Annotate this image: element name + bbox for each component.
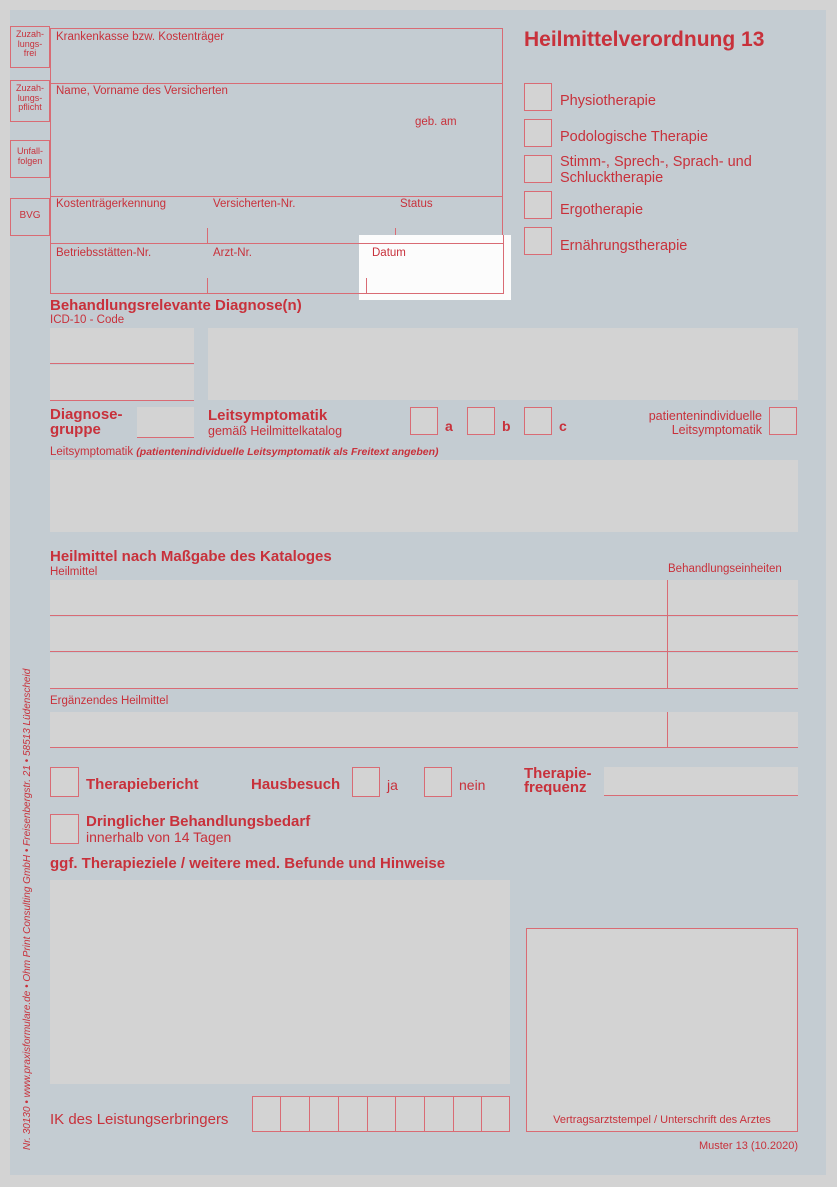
option-a-label: a — [445, 418, 453, 434]
physiotherapie-checkbox[interactable] — [524, 83, 552, 111]
datum-field[interactable] — [359, 235, 511, 300]
diagnose-heading: Behandlungsrelevante Diagnose(n) — [50, 297, 302, 314]
ernaehrungstherapie-label: Ernährungstherapie — [560, 238, 688, 254]
datum-label: Datum — [372, 247, 406, 259]
hausbesuch-ja-checkbox[interactable] — [352, 767, 380, 797]
leitsymptomatik-freitext-field[interactable] — [50, 460, 798, 532]
ik-label: IK des Leistungserbringers — [50, 1111, 229, 1128]
heilmittel-heading: Heilmittel nach Maßgabe des Kataloges — [50, 548, 332, 565]
zuzahlungsfrei-checkbox[interactable]: Zuzah- lungs- frei — [10, 26, 50, 68]
therapiebericht-checkbox[interactable] — [50, 767, 79, 797]
leitsymptomatik-label: Leitsymptomatik — [208, 407, 328, 424]
unfallfolgen-checkbox[interactable]: Unfall- folgen — [10, 140, 50, 178]
patientenindividuell-checkbox[interactable] — [769, 407, 797, 435]
ja-label: ja — [387, 777, 398, 793]
behandlungseinheiten-label: Behandlungseinheiten — [668, 563, 782, 575]
ergotherapie-checkbox[interactable] — [524, 191, 552, 219]
versicherter-name-label: Name, Vorname des Versicherten — [56, 85, 228, 97]
stimmtherapie-label: Stimm-, Sprech-, Sprach- und Schlucktherapie — [560, 154, 752, 186]
kostentraeger-label: Krankenkasse bzw. Kostenträger — [56, 31, 225, 43]
leitsymptomatik-c-checkbox[interactable] — [524, 407, 552, 435]
patientenindividuell-label: patientenindividuelle Leitsymptomatik — [648, 409, 762, 437]
printer-imprint: Nr. 30130 • www.praxisformulare.de • Ohm Print Consulting GmbH • Freisenbergstr. 21 • 58513 Lüdenscheid — [22, 668, 33, 1150]
ergaenzendes-heilmittel-field[interactable] — [50, 712, 798, 748]
heilmittel-row-2[interactable] — [50, 617, 798, 652]
geburtsdatum-label: geb. am — [415, 116, 457, 128]
prescription-form — [10, 10, 826, 1175]
versicherten-nr-label: Versicherten-Nr. — [213, 198, 296, 210]
diagnose-text-field[interactable] — [208, 328, 798, 400]
option-b-label: b — [502, 418, 511, 434]
diagnosegruppe-label: Diagnose- gruppe — [50, 406, 123, 438]
icd-label: ICD-10 - Code — [50, 314, 125, 326]
heilmittel-label: Heilmittel — [50, 566, 98, 578]
therapiebericht-label: Therapiebericht — [86, 776, 199, 793]
leitsymptomatik-sub-label: gemäß Heilmittelkatalog — [208, 424, 343, 438]
arzt-nr-label: Arzt-Nr. — [213, 247, 252, 259]
podologie-label: Podologische Therapie — [560, 129, 709, 145]
heilmittel-row-1[interactable] — [50, 580, 798, 616]
physiotherapie-label: Physiotherapie — [560, 93, 656, 109]
ergotherapie-label: Ergotherapie — [560, 202, 644, 218]
podologie-checkbox[interactable] — [524, 119, 552, 147]
leitsymptomatik-freitext-label: Leitsymptomatik (patientenindividuelle Leitsymptomatik als Freitext angeben) — [50, 446, 439, 458]
ergaenzendes-heilmittel-label: Ergänzendes Heilmittel — [50, 695, 169, 707]
ik-field[interactable] — [252, 1096, 510, 1132]
therapieziele-label: ggf. Therapieziele / weitere med. Befunde und Hinweise — [50, 855, 446, 872]
stempel-box[interactable] — [526, 928, 798, 1132]
icd-code-field-1[interactable] — [50, 328, 194, 364]
form-title: Heilmittelverordnung 13 — [524, 28, 765, 51]
stimmtherapie-checkbox[interactable] — [524, 155, 552, 183]
diagnosegruppe-field[interactable] — [137, 407, 194, 438]
kostentraegerkennung-label: Kostenträgerkennung — [56, 198, 166, 210]
therapiefrequenz-field[interactable] — [604, 767, 798, 796]
ernaehrungstherapie-checkbox[interactable] — [524, 227, 552, 255]
muster-label: Muster 13 (10.2020) — [698, 1140, 798, 1152]
therapiefrequenz-label: Therapie- frequenz — [524, 765, 592, 796]
leitsymptomatik-a-checkbox[interactable] — [410, 407, 438, 435]
dringlich-checkbox[interactable] — [50, 814, 79, 844]
bvg-checkbox[interactable]: BVG — [10, 198, 50, 236]
therapieziele-field[interactable] — [50, 880, 510, 1084]
nein-label: nein — [459, 777, 486, 793]
dringlich-label: Dringlicher Behandlungsbedarf — [86, 813, 311, 830]
status-label: Status — [400, 198, 433, 210]
icd-code-field-2[interactable] — [50, 365, 194, 401]
stempel-label: Vertragsarztstempel / Unterschrift des Arztes — [553, 1114, 771, 1126]
option-c-label: c — [559, 418, 567, 434]
dringlich-sub-label: innerhalb von 14 Tagen — [86, 829, 232, 845]
leitsymptomatik-b-checkbox[interactable] — [467, 407, 495, 435]
zuzahlungspflicht-checkbox[interactable]: Zuzah- lungs- pflicht — [10, 80, 50, 122]
hausbesuch-nein-checkbox[interactable] — [424, 767, 452, 797]
hausbesuch-label: Hausbesuch — [251, 776, 341, 793]
betriebsstaetten-nr-label: Betriebsstätten-Nr. — [56, 247, 152, 259]
heilmittel-row-3[interactable] — [50, 653, 798, 689]
